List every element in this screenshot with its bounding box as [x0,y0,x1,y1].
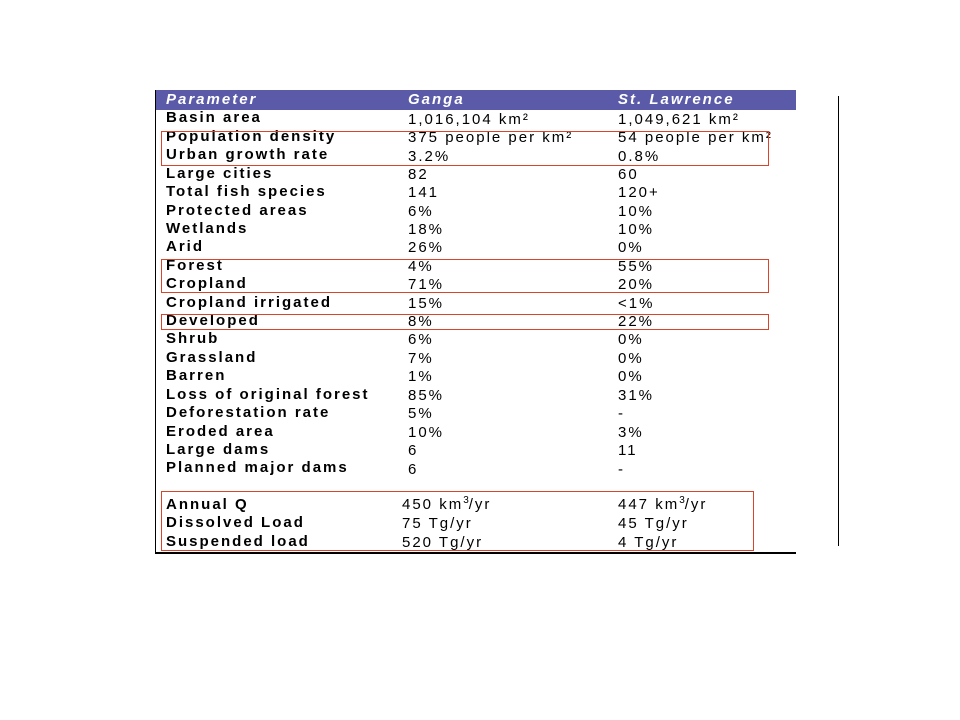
row-parameter: Wetlands [166,220,249,237]
header-parameter: Parameter [166,91,258,108]
row-parameter: Arid [166,238,204,255]
row-ganga: 8% [408,313,434,330]
row-st-lawrence: 1,049,621 km² [618,111,740,128]
row-ganga: 18% [408,221,445,238]
row-ganga: 26% [408,239,445,256]
row-ganga: 375 people per km² [408,129,574,146]
row-st-lawrence: 54 people per km² [618,129,773,146]
flux-st-lawrence: 447 $km^3/yr$ [618,495,708,513]
row-st-lawrence: 0% [618,368,644,385]
row-ganga: 6 [408,442,419,459]
row-ganga: 6% [408,203,434,220]
row-st-lawrence: 10% [618,203,655,220]
row-st-lawrence: 120+ [618,184,660,201]
row-st-lawrence: 0% [618,331,644,348]
row-st-lawrence: 22% [618,313,655,330]
row-ganga: 6% [408,331,434,348]
row-st-lawrence: 0.8% [618,148,661,165]
highlight-box-forest-cropland [161,259,769,293]
row-parameter: Shrub [166,330,220,347]
header-ganga: Ganga [408,91,465,108]
row-ganga: 82 [408,166,429,183]
row-parameter: Barren [166,367,227,384]
row-ganga: 141 [408,184,440,201]
row-parameter: Cropland [166,275,248,292]
row-ganga: 5% [408,405,434,422]
table-header [156,90,796,110]
row-ganga: 6 [408,461,419,478]
row-ganga: 1% [408,368,434,385]
row-parameter: Total fish species [166,183,327,200]
row-ganga: 3.2% [408,148,451,165]
flux-ganga: 520 Tg/yr [402,534,484,551]
header-st-lawrence: St. Lawrence [618,91,735,108]
row-st-lawrence: 3% [618,424,644,441]
flux-st-lawrence: 4 Tg/yr [618,534,679,551]
flux-ganga: 75 Tg/yr [402,515,473,532]
row-parameter: Grassland [166,349,258,366]
flux-ganga: 450 $km^3/yr$ [402,495,492,513]
row-st-lawrence: 20% [618,276,655,293]
row-ganga: 10% [408,424,445,441]
highlight-box-flux [161,491,754,551]
highlight-box-developed [161,314,769,330]
row-parameter: Basin area [166,109,262,126]
row-st-lawrence: 60 [618,166,639,183]
row-parameter: Urban growth rate [166,146,330,163]
row-st-lawrence: 55% [618,258,655,275]
row-st-lawrence: 31% [618,387,655,404]
highlight-box-urban [161,131,769,166]
row-st-lawrence: 0% [618,239,644,256]
row-parameter: Large dams [166,441,271,458]
row-parameter: Large cities [166,165,274,182]
row-parameter: Deforestation rate [166,404,331,421]
row-st-lawrence: - [618,405,625,422]
row-st-lawrence: 11 [618,442,638,459]
row-ganga: 1,016,104 km² [408,111,530,128]
row-parameter: Forest [166,257,224,274]
row-parameter: Developed [166,312,260,329]
row-parameter: Cropland irrigated [166,294,333,311]
row-st-lawrence: - [618,461,625,478]
row-st-lawrence: <1% [618,295,655,312]
flux-parameter: Annual Q [166,496,249,513]
row-ganga: 4% [408,258,434,275]
row-parameter: Planned major dams [166,459,349,476]
row-parameter: Eroded area [166,423,275,440]
row-parameter: Population density [166,128,337,145]
row-ganga: 7% [408,350,434,367]
row-ganga: 15% [408,295,445,312]
flux-parameter: Suspended load [166,533,310,550]
row-parameter: Protected areas [166,202,309,219]
row-st-lawrence: 10% [618,221,655,238]
row-ganga: 71% [408,276,445,293]
row-parameter: Loss of original forest [166,386,370,403]
flux-parameter: Dissolved Load [166,514,305,531]
flux-st-lawrence: 45 Tg/yr [618,515,689,532]
row-st-lawrence: 0% [618,350,644,367]
row-ganga: 85% [408,387,445,404]
vertical-divider [838,96,839,546]
